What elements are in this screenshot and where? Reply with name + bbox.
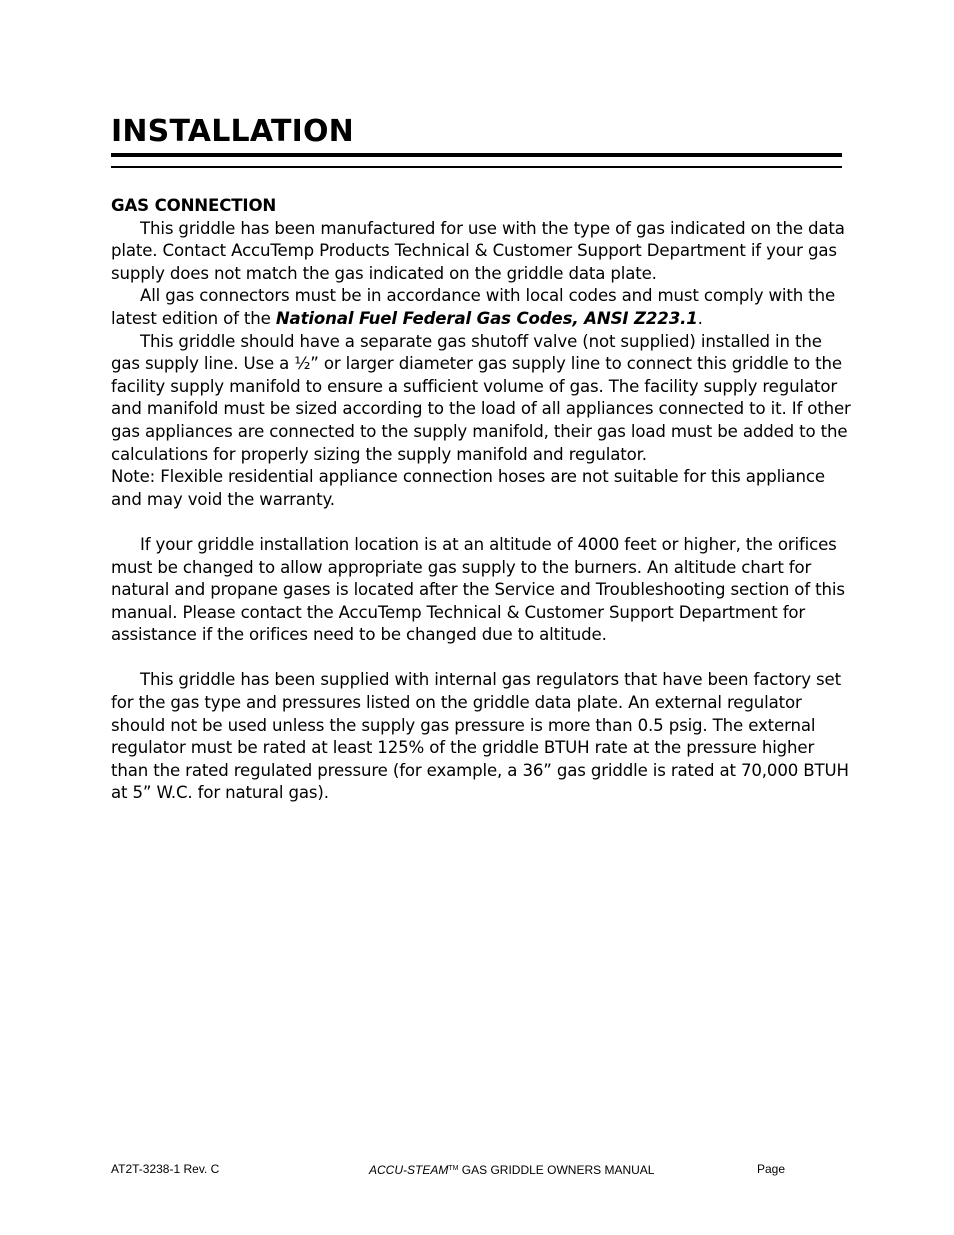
footer-doc-number: AT2T-3238-1 Rev. C xyxy=(111,1162,220,1176)
gas-codes-reference: National Fuel Federal Gas Codes, ANSI Z223.1 xyxy=(275,308,698,328)
paragraph-gas-codes xyxy=(111,285,851,330)
title-divider-thin xyxy=(111,166,842,168)
footer-brand: ACCU-STEAM xyxy=(369,1163,449,1177)
title-divider-thick xyxy=(111,153,842,157)
paragraph-gas-type: This griddle has been manufactured for use with the type of gas indicated on the data plate. Contact AccuTemp Products Technical & Customer Support Department if your gas supply does not match the gas indicated on the griddle data plate. xyxy=(111,218,845,283)
footer-title-text: GAS GRIDDLE OWNERS MANUAL xyxy=(458,1163,655,1177)
footer-manual-title xyxy=(369,1160,654,1179)
section-heading: GAS CONNECTION xyxy=(111,196,277,215)
gas-connection-section xyxy=(111,195,851,805)
paragraph-note: Note: Flexible residential appliance connection hoses are not suitable for this appliance and may void the warranty. xyxy=(111,467,825,509)
gas-codes-period: . xyxy=(697,308,703,328)
paragraph-shutoff-valve: This griddle should have a separate gas shutoff valve (not supplied) installed in the gas supply line. Use a ½” or larger diameter gas supply line to connect this griddle to the facility supply manifold to ensure a sufficient volume of gas. The facility supply regulator and manifold must be sized according to the load of all appliances connected to it. If other gas appliances are connected to the supply manifold, their gas load must be added to the calculations for properly sizing the supply manifold and regulator. xyxy=(111,331,851,464)
gas-codes-text: All gas connectors must be in accordance with local codes and must comply with the latest edition of the xyxy=(111,286,836,328)
page-title: INSTALLATION xyxy=(111,114,354,149)
paragraph-regulators: This griddle has been supplied with internal gas regulators that have been factory set for the gas type and pressures listed on the griddle data plate. An external regulator should not be used unless the supply gas pressure is more than 0.5 psig. The external regulator must be rated at least 125% of the griddle BTUH rate at the pressure higher than the rated regulated pressure (for example, a 36” gas griddle is rated at 70,000 BTUH at 5” W.C. for natural gas). xyxy=(111,670,849,803)
footer-page-label: Page xyxy=(757,1162,786,1176)
footer-trademark: TM xyxy=(448,1165,459,1172)
paragraph-altitude: If your griddle installation location is at an altitude of 4000 feet or higher, the orifices must be changed to allow appropriate gas supply to the burners. An altitude chart for natural and propane gases is located after the Service and Troubleshooting section of this manual. Please contact the AccuTemp Technical & Customer Support Department for assistance if the orifices need to be changed due to altitude. xyxy=(111,534,845,645)
page-footer xyxy=(0,1160,954,1178)
